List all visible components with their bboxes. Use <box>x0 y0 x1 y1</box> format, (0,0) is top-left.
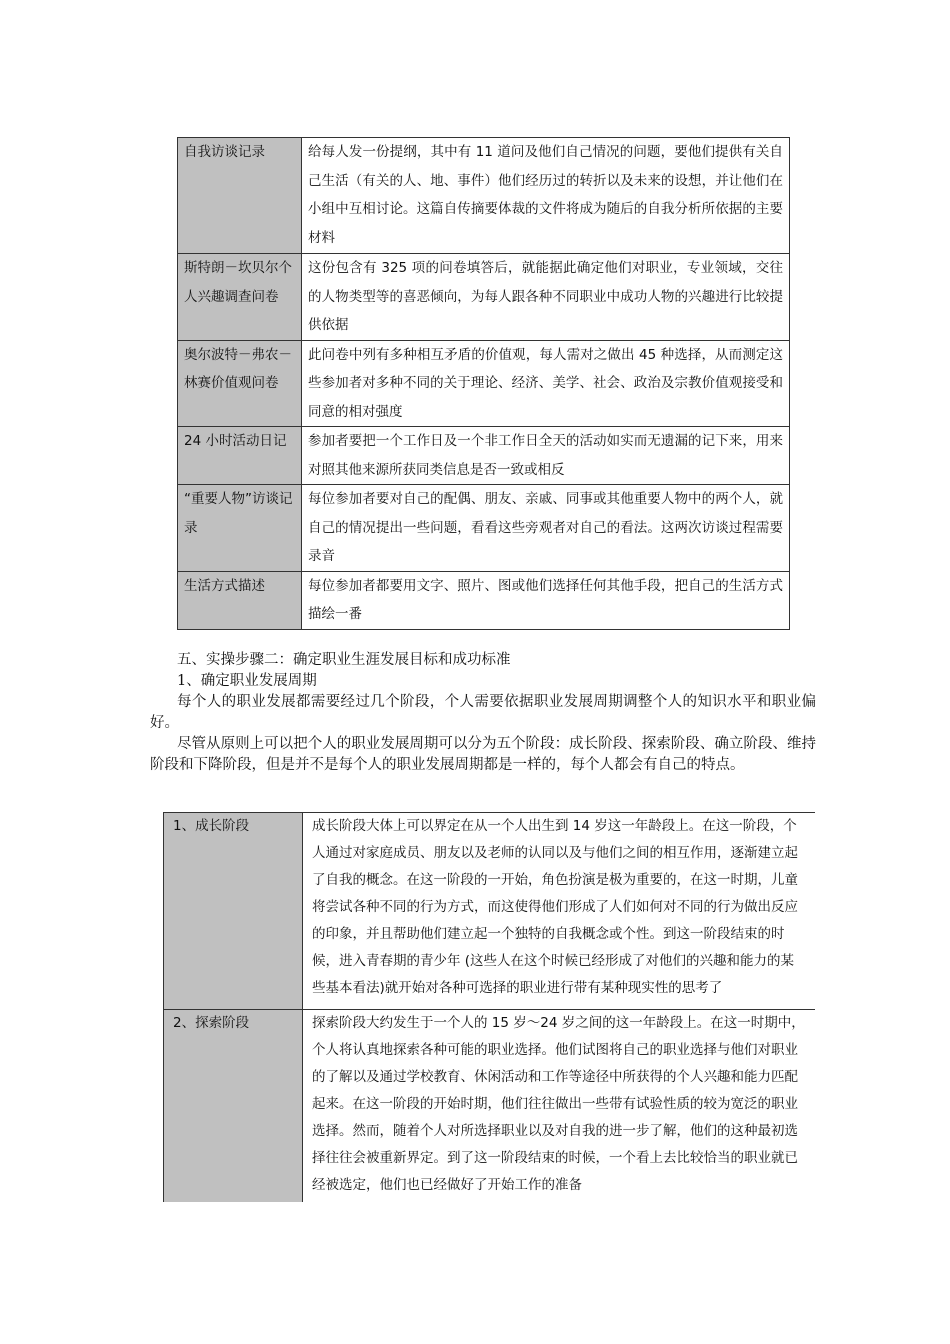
table-row <box>164 813 816 1010</box>
paragraph: 每个人的职业发展都需要经过几个阶段，个人需要依据职业发展周期调整个人的知识水平和职业偏好。 <box>150 694 816 731</box>
method-label: 奥尔波特－弗农－林赛价值观问卷 <box>178 340 302 427</box>
method-label: 生活方式描述 <box>178 571 302 629</box>
table-row <box>178 571 790 629</box>
stage-label: 2、探索阶段 <box>164 1010 303 1203</box>
method-description: 每位参加者都要用文字、照片、图或他们选择任何其他手段，把自己的生活方式描绘一番 <box>302 571 790 629</box>
table-row <box>178 485 790 572</box>
career-stages-table <box>163 812 815 1202</box>
method-description: 参加者要把一个工作日及一个非工作日全天的活动如实而无遗漏的记下来，用来对照其他来源所获同类信息是否一致或相反 <box>302 427 790 485</box>
section-subheading: 1、确定职业发展周期 <box>177 673 317 689</box>
paragraph: 尽管从原则上可以把个人的职业发展周期可以分为五个阶段：成长阶段、探索阶段、确立阶段、维持阶段和下降阶段，但是并不是每个人的职业发展周期都是一样的，每个人都会有自己的特点。 <box>150 736 816 773</box>
table-row <box>178 340 790 427</box>
table-row <box>178 427 790 485</box>
assessment-methods-table <box>177 137 790 630</box>
table-row <box>178 254 790 341</box>
method-label: 自我访谈记录 <box>178 138 302 254</box>
method-description: 给每人发一份提纲，其中有 11 道问及他们自己情况的问题，要他们提供有关自己生活（有关的人、地、事件）他们经历过的转折以及未来的设想，并让他们在小组中互相讨论。这篇自传摘要体裁的文件将成为随后的自我分析所依据的主要材料 <box>302 138 790 254</box>
method-description: 每位参加者要对自己的配偶、朋友、亲戚、同事或其他重要人物中的两个人，就自己的情况提出一些问题，看看这些旁观者对自己的看法。这两次访谈过程需要录音 <box>302 485 790 572</box>
stage-label: 1、成长阶段 <box>164 813 303 1010</box>
method-label: “重要人物”访谈记录 <box>178 485 302 572</box>
method-description: 这份包含有 325 项的问卷填答后，就能据此确定他们对职业，专业领域，交往的人物类型等的喜恶倾向，为每人跟各种不同职业中成功人物的兴趣进行比较提供依据 <box>302 254 790 341</box>
method-description: 此问卷中列有多种相互矛盾的价值观，每人需对之做出 45 种选择，从而测定这些参加者对多种不同的关于理论、经济、美学、社会、政治及宗教价值观接受和同意的相对强度 <box>302 340 790 427</box>
table-row <box>164 1010 816 1203</box>
table-row <box>178 138 790 254</box>
section-body <box>150 650 816 776</box>
stage-description: 成长阶段大体上可以界定在从一个人出生到 14 岁这一年龄段上。在这一阶段，个人通过对家庭成员、朋友以及老师的认同以及与他们之间的相互作用，逐渐建立起了自我的概念。在这一阶段的一开始，角色扮演是极为重要的，在这一时期，儿童将尝试各种不同的行为方式，而这使得他们形成了人们如何对不同的行为做出反应的印象，并且帮助他们建立起一个独特的自我概念或个性。到这一阶段结束的时候，进入青春期的青少年 (这些人在这个时候已经形成了对他们的兴趣和能力的某些基本看法)就开始对各种可选择的职业进行带有某种现实性的思考了 <box>303 813 816 1010</box>
section-heading: 五、实操步骤二：确定职业生涯发展目标和成功标准 <box>177 652 511 668</box>
stage-description: 探索阶段大约发生于一个人的 15 岁～24 岁之间的这一年龄段上。在这一时期中，个人将认真地探索各种可能的职业选择。他们试图将自己的职业选择与他们对职业的了解以及通过学校教育、休闲活动和工作等途径中所获得的个人兴趣和能力匹配起来。在这一阶段的开始时期，他们往往做出一些带有试验性质的较为宽泛的职业选择。然而，随着个人对所选择职业以及对自我的进一步了解，他们的这种最初选择往往会被重新界定。到了这一阶段结束的时候，一个看上去比较恰当的职业就已经被选定，他们也已经做好了开始工作的准备 <box>303 1010 816 1203</box>
method-label: 24 小时活动日记 <box>178 427 302 485</box>
method-label: 斯特朗－坎贝尔个人兴趣调查问卷 <box>178 254 302 341</box>
